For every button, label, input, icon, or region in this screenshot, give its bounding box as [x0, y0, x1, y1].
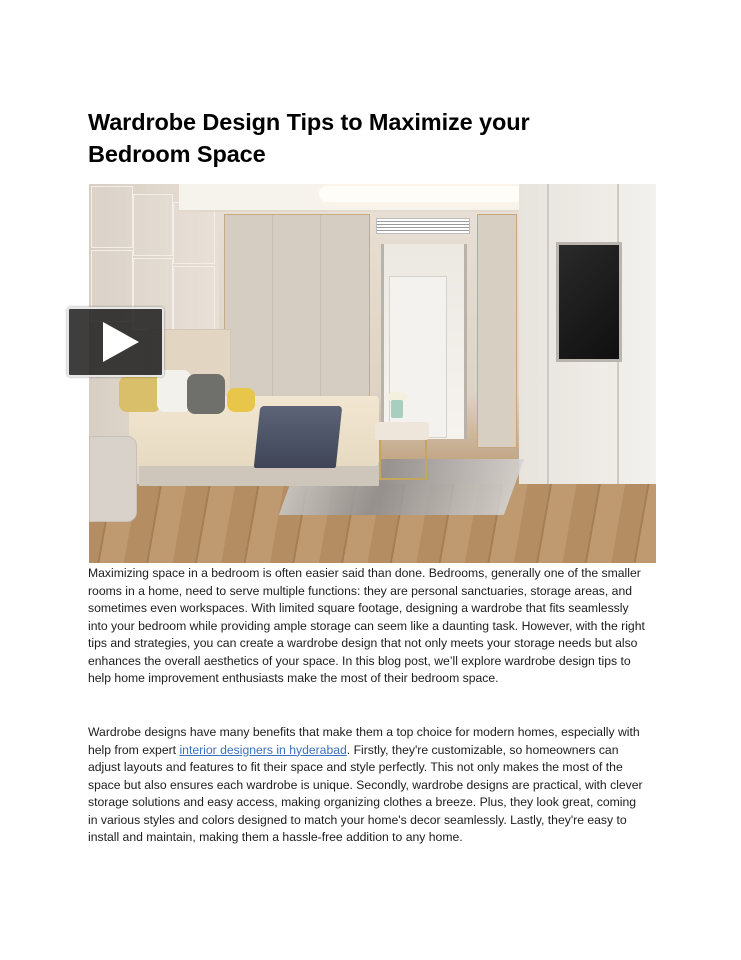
page-title: Wardrobe Design Tips to Maximize your Bedroom Space: [88, 109, 530, 167]
ac-vent: [376, 218, 470, 234]
play-button[interactable]: [67, 307, 164, 377]
hero-image: [89, 184, 656, 563]
side-panel: [477, 214, 517, 448]
vase: [391, 400, 403, 418]
pillow: [227, 388, 255, 412]
tv: [556, 242, 622, 362]
benefits-text-before: Wardrobe designs have many benefits that make them a top choice for modern homes, especially with help from expert: [88, 725, 640, 757]
nightstand: [89, 436, 137, 522]
wardrobe: [224, 214, 370, 412]
interior-designers-link[interactable]: interior designers in hyderabad: [179, 742, 347, 757]
pillow: [119, 376, 161, 412]
pillow: [187, 374, 225, 414]
benefits-text-after: . Firstly, they're customizable, so homeowners can adjust layouts and features to fit their space and style perfectly. This not only makes the most of the space but also ensures each wardrobe is unique. Secondly, wardrobe designs are practical, with clever storage solutions and easy access, making organizing clothes a breeze. Plus, they look great, coming in various styles and colors designed to match your home's decor seamlessly. Lastly, they're easy to install and maintain, making them a hassle-free addition to any home.: [88, 742, 643, 844]
throw-blanket: [254, 406, 343, 468]
ceiling: [179, 184, 539, 212]
play-icon: [103, 322, 139, 362]
benefits-paragraph: [88, 724, 648, 847]
intro-paragraph: Maximizing space in a bedroom is often easier said than done. Bedrooms, generally one of the smaller rooms in a home, need to serve multiple functions: they are personal sanctuaries, storage areas, and sometimes even workspaces. With limited square footage, designing a wardrobe that fits seamlessly into your bedroom while providing ample storage can seem like a daunting task. However, with the right tips and strategies, you can create a wardrobe design that not only meets your storage needs but also enhances the overall aesthetics of your space. In this blog post, we’ll explore wardrobe design tips to help home improvement enthusiasts make the most of their bedroom space.: [88, 566, 645, 685]
bench: [375, 422, 429, 482]
